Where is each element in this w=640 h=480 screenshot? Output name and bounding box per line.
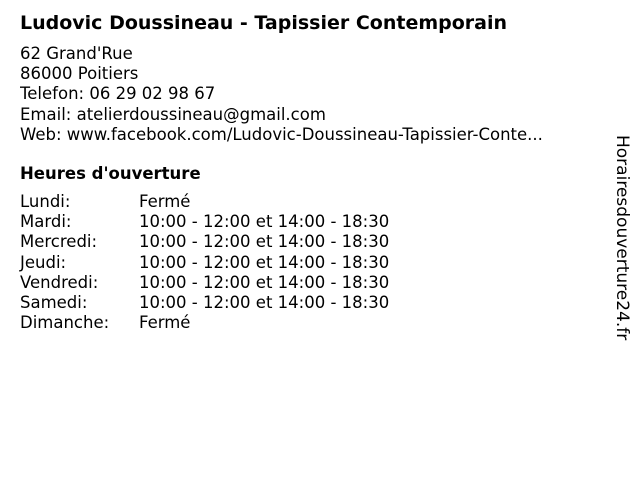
- phone-line: Telefon: 06 29 02 98 67: [20, 84, 216, 104]
- hours-row-friday: [20, 273, 600, 293]
- day-hours: 10:00 - 12:00 et 14:00 - 18:30: [139, 293, 390, 313]
- day-label: Vendredi:: [20, 272, 99, 292]
- day-hours: Fermé: [139, 313, 191, 333]
- hours-row-wednesday: [20, 232, 600, 252]
- hours-row-monday: [20, 192, 600, 212]
- day-hours: 10:00 - 12:00 et 14:00 - 18:30: [139, 272, 390, 292]
- day-label: Mercredi:: [20, 232, 98, 252]
- web-line: Web: www.facebook.com/Ludovic-Doussineau-Tapissier-Conte...: [20, 124, 543, 144]
- email-line: Email: atelierdoussineau@gmail.com: [20, 104, 326, 124]
- city-postal-code: 86000 Poitiers: [20, 64, 139, 84]
- day-label: Lundi:: [20, 192, 71, 212]
- day-hours: 10:00 - 12:00 et 14:00 - 18:30: [139, 212, 390, 232]
- day-hours: 10:00 - 12:00 et 14:00 - 18:30: [139, 232, 390, 252]
- day-label: Samedi:: [20, 293, 88, 313]
- contact-block: [20, 44, 600, 145]
- opening-hours-table: [20, 192, 600, 333]
- opening-hours-heading: Heures d'ouverture: [20, 164, 201, 184]
- hours-row-thursday: [20, 253, 600, 273]
- street-address: 62 Grand'Rue: [20, 44, 133, 63]
- day-label: Jeudi:: [20, 252, 67, 272]
- hours-row-sunday: [20, 313, 600, 333]
- day-hours: Fermé: [139, 192, 191, 212]
- hours-row-saturday: [20, 293, 600, 313]
- day-hours: 10:00 - 12:00 et 14:00 - 18:30: [139, 252, 390, 272]
- site-watermark: Horairesdouverture24.fr: [612, 135, 632, 341]
- business-name: Ludovic Doussineau - Tapissier Contemporain: [20, 12, 508, 34]
- business-card: [20, 11, 600, 333]
- hours-row-tuesday: [20, 212, 600, 232]
- day-label: Mardi:: [20, 212, 72, 232]
- day-label: Dimanche:: [20, 313, 110, 333]
